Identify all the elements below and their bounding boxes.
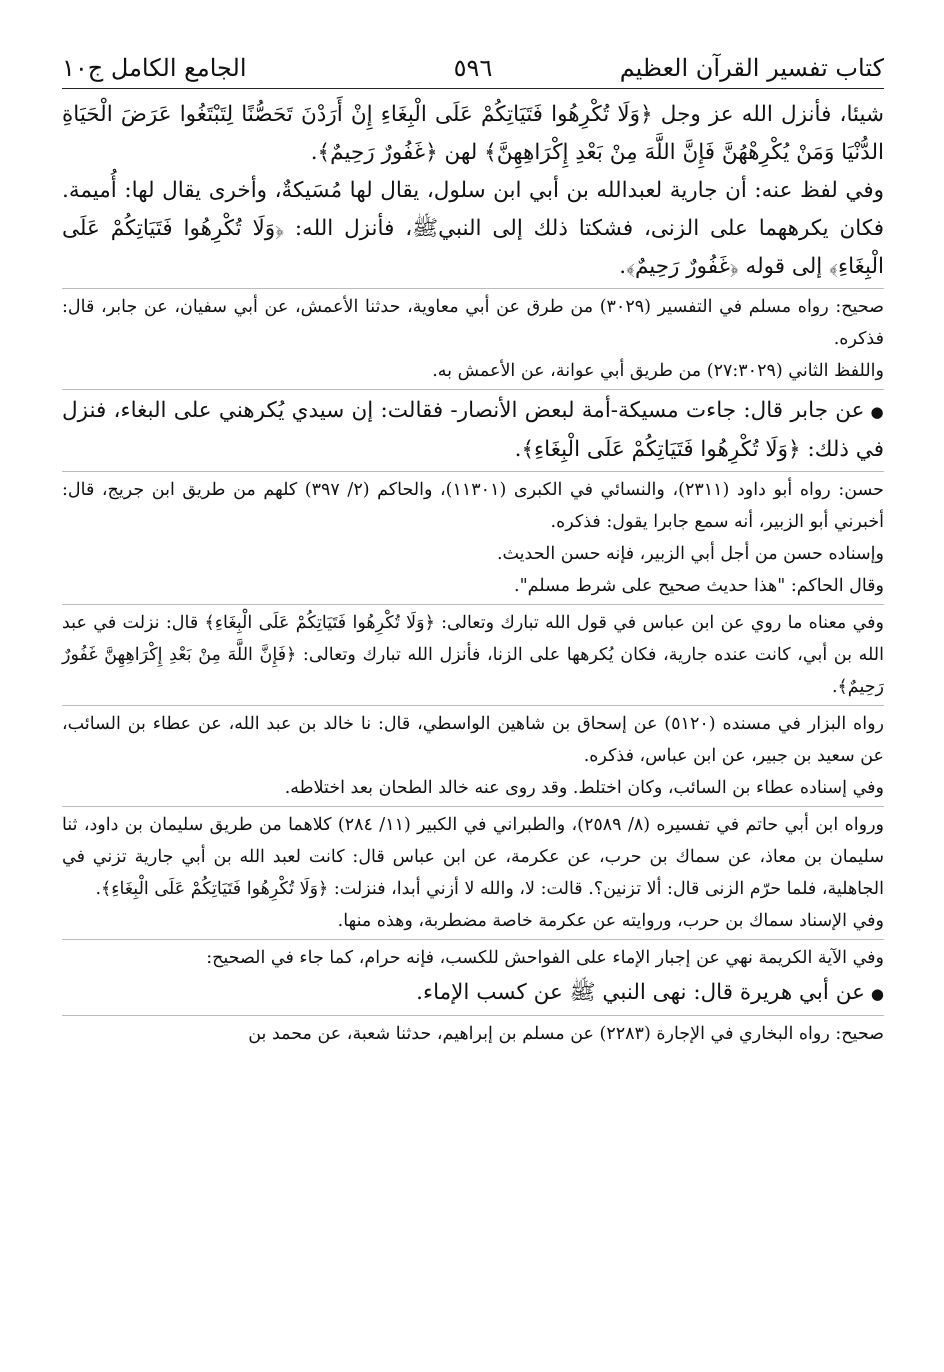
page-header — [62, 48, 884, 89]
paragraph-text: وإسناده حسن من أجل أبي الزبير، فإنه حسن الحديث. — [496, 544, 884, 564]
hadith-paragraph — [62, 96, 884, 172]
commentary-paragraph — [62, 772, 884, 804]
commentary-paragraph — [62, 474, 884, 538]
paragraph-text: ورواه ابن أبي حاتم في تفسيره (٨/ ٢٥٨٩)، والطبراني في الكبير (١١/ ٢٨٤) كلاهما من طريق سليمان بن داود، ثنا سليمان بن معاذ، عن سماك بن حرب، عن عكرمة، عن ابن عباس قال: كانت لعبد الله بن أبي جارية تزني في الجاهلية، فلما حرّم الزنى قال: ألا تزنين؟. قالت: لا، والله لا أزني أبدا، فنزلت: ﴿وَلَا تُكْرِهُوا فَتَيَاتِكُمْ عَلَى الْبِغَاءِ﴾. — [62, 815, 884, 899]
paragraph-text: وفي معناه ما روي عن ابن عباس في قول الله تبارك وتعالى: ﴿وَلَا تُكْرِهُوا فَتَيَاتِكُمْ عَلَى الْبِغَاءِ﴾ قال: نزلت في عبد الله بن أبي، كانت عنده جارية، فكان يُكرهها على الزنا، فأنزل الله تبارك وتعالى: ﴿فَإِنَّ اللَّهَ مِنْ بَعْدِ إِكْرَاهِهِنَّ غَفُورٌ رَحِيمٌ﴾. — [62, 613, 884, 697]
commentary-paragraph — [62, 570, 884, 602]
hadith-paragraph — [62, 172, 884, 286]
commentary-paragraph — [62, 809, 884, 905]
paragraph-divider — [62, 939, 884, 940]
paragraph-text: وفي الآية الكريمة نهي عن إجبار الإماء على الفواحش للكسب، فإنه حرام، كما جاء في الصحيح: — [206, 948, 884, 968]
paragraph-divider — [62, 288, 884, 289]
paragraph-text: وفي لفظ عنه: أن جارية لعبدالله بن أبي ابن سلول، يقال لها مُسَيكةٌ، وأخرى يقال لها: أُميمة. فكان يكرههما على الزنى، فشكتا ذلك إلى النبيﷺ، فأنزل الله: ﴿وَلَا تُكْرِهُوا فَتَيَاتِكُمْ عَلَى الْبِغَاءِ﴾ إلى قوله ﴿غَفُورٌ رَحِيمٌ﴾. — [62, 178, 884, 279]
paragraph-text: واللفظ الثاني (٢٧:٣٠٢٩) من طريق أبي عوانة، عن الأعمش به. — [432, 361, 884, 381]
paragraph-divider — [62, 1015, 884, 1016]
commentary-paragraph — [62, 905, 884, 937]
bullet-icon: ● — [870, 403, 885, 421]
commentary-paragraph — [62, 708, 884, 772]
paragraph-text: شيئا، فأنزل الله عز وجل ﴿وَلَا تُكْرِهُوا فَتَيَاتِكُمْ عَلَى الْبِغَاءِ إِنْ أَرَدْنَ تَحَصُّنًا لِتَبْتَغُوا عَرَضَ الْحَيَاةِ الدُّنْيَا وَمَنْ يُكْرِهْهُنَّ فَإِنَّ اللَّهَ مِنْ بَعْدِ إِكْرَاهِهِنَّ﴾ لهن ﴿غَفُورٌ رَحِيمٌ﴾. — [62, 102, 884, 165]
commentary-paragraph — [62, 607, 884, 703]
commentary-paragraph — [62, 1018, 884, 1050]
paragraph-text: وفي الإسناد سماك بن حرب، وروايته عن عكرمة خاصة مضطربة، وهذه منها. — [337, 911, 884, 931]
commentary-paragraph — [62, 355, 884, 387]
paragraph-text: عن جابر قال: جاءت مسيكة-أمة لبعض الأنصار- فقالت: إن سيدي يُكرهني على البغاء، فنزل في ذلك: ﴿وَلَا تُكْرِهُوا فَتَيَاتِكُمْ عَلَى الْبِغَاءِ﴾. — [62, 398, 884, 462]
commentary-paragraph — [62, 942, 884, 974]
paragraph-divider — [62, 604, 884, 605]
page-body — [62, 96, 884, 1050]
paragraph-text: رواه البزار في مسنده (٥١٢٠) عن إسحاق بن شاهين الواسطي، قال: نا خالد بن عبد الله، عن عطاء بن السائب، عن سعيد بن جبير، عن ابن عباس، فذكره. — [62, 714, 884, 766]
page-number: ٥٩٦ — [453, 54, 493, 82]
paragraph-divider — [62, 806, 884, 807]
paragraph-text: وفي إسناده عطاء بن السائب، وكان اختلط. وقد روى عنه خالد الطحان بعد اختلاطه. — [284, 778, 884, 798]
book-title: كتاب تفسير القرآن العظيم — [619, 54, 884, 82]
paragraph-text: وقال الحاكم: "هذا حديث صحيح على شرط مسلم". — [514, 576, 884, 596]
paragraph-text: حسن: رواه أبو داود (٢٣١١)، والنسائي في الكبرى (١١٣٠١)، والحاكم (٢/ ٣٩٧) كلهم من طريق ابن جريج، قال: أخبرني أبو الزبير، أنه سمع جابرا يقول: فذكره. — [62, 480, 884, 532]
paragraph-divider — [62, 389, 884, 390]
paragraph-text: عن أبي هريرة قال: نهى النبي ﷺ عن كسب الإماء. — [416, 980, 865, 1005]
hadith-paragraph — [62, 392, 884, 469]
volume-label: الجامع الكامل ج١٠ — [62, 54, 247, 82]
paragraph-divider — [62, 705, 884, 706]
paragraph-divider — [62, 471, 884, 472]
bullet-icon: ● — [870, 985, 884, 1003]
commentary-paragraph — [62, 538, 884, 570]
commentary-paragraph — [62, 291, 884, 355]
paragraph-text: صحيح: رواه مسلم في التفسير (٣٠٢٩) من طرق عن أبي معاوية، حدثنا الأعمش، عن أبي سفيان، عن جابر، قال: فذكره. — [62, 297, 884, 349]
paragraph-text: صحيح: رواه البخاري في الإجارة (٢٢٨٣) عن مسلم بن إبراهيم، حدثنا شعبة، عن محمد بن — [248, 1024, 884, 1044]
hadith-paragraph — [62, 974, 884, 1013]
